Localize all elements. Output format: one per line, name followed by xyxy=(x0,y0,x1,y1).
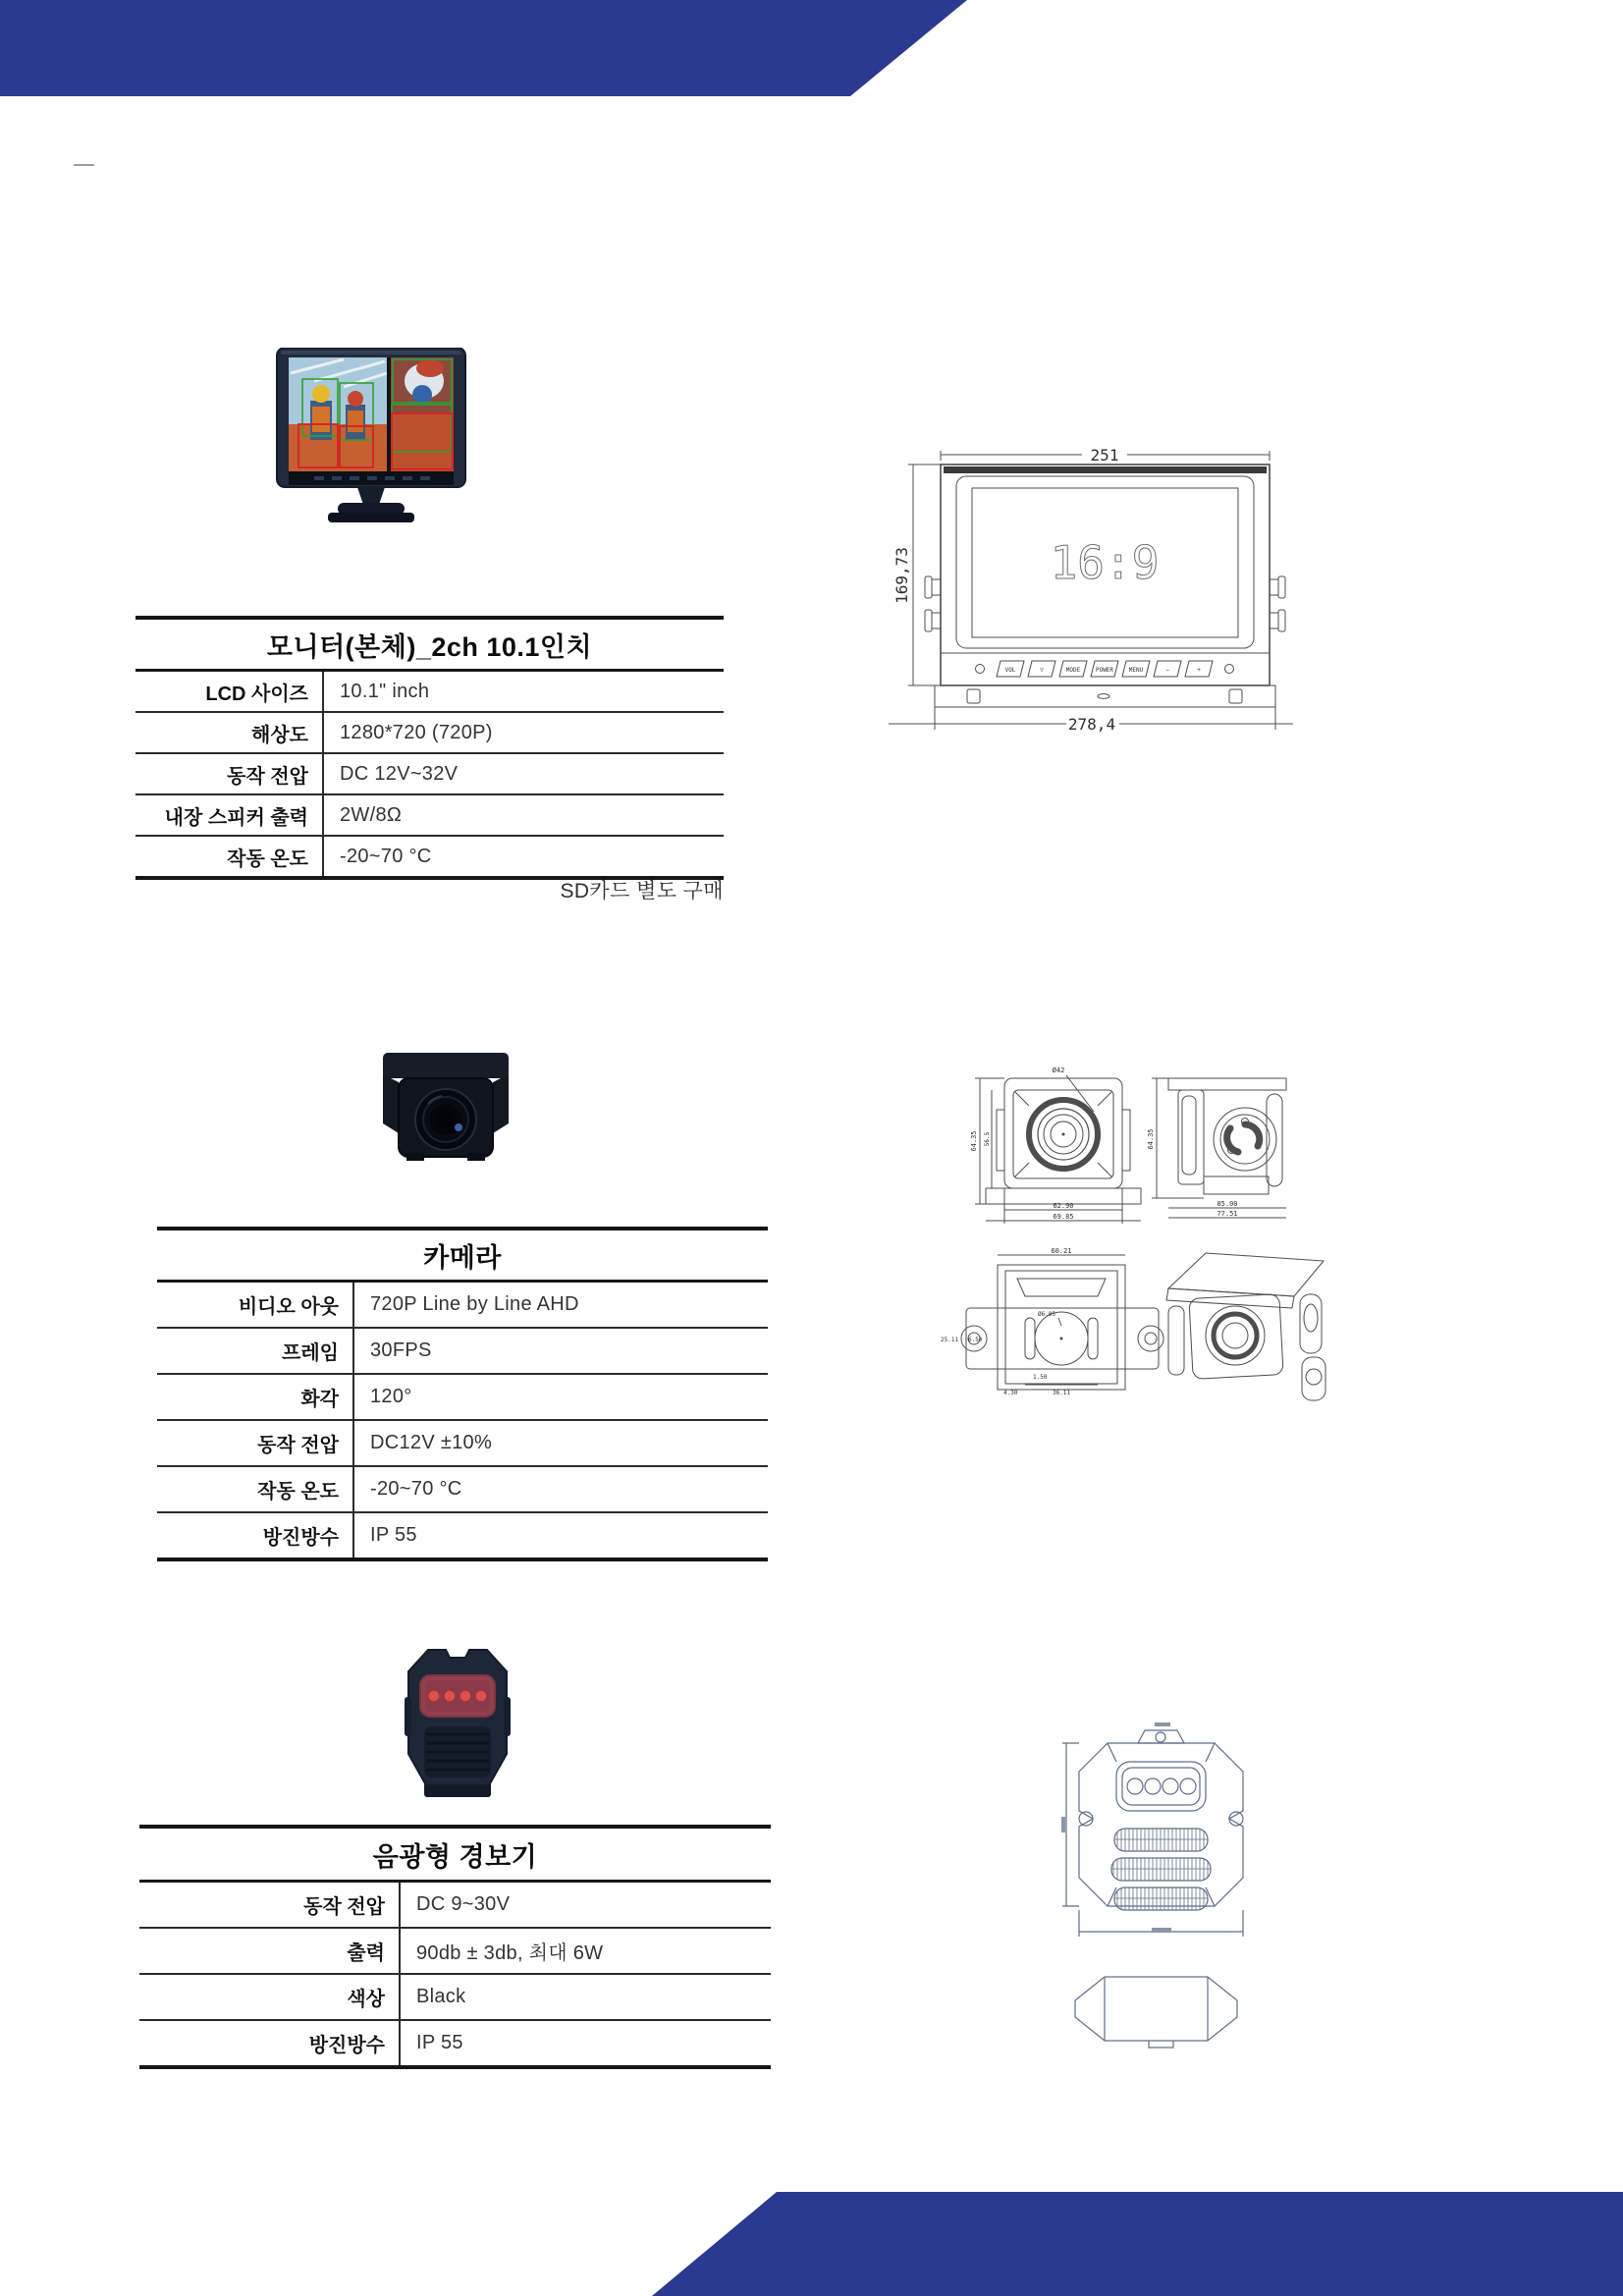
dim-width-label: 251 xyxy=(1090,447,1119,465)
alarm-table-title: 음광형 경보기 xyxy=(139,1829,771,1883)
svg-text:4.30: 4.30 xyxy=(1003,1390,1018,1396)
camera-table-title: 카메라 xyxy=(157,1230,768,1283)
spec-row xyxy=(135,672,724,711)
svg-text:36.11: 36.11 xyxy=(1052,1390,1071,1396)
spec-row xyxy=(139,2019,771,2065)
spec-label: 방진방수 xyxy=(139,2021,401,2065)
svg-text:56.5: 56.5 xyxy=(984,1131,991,1147)
spec-label: 비디오 아웃 xyxy=(157,1283,354,1327)
spec-value: IP 55 xyxy=(370,1524,417,1546)
svg-text:60.21: 60.21 xyxy=(1051,1247,1072,1255)
spec-row xyxy=(139,1927,771,1973)
svg-text:25.11: 25.11 xyxy=(941,1337,959,1343)
spec-row xyxy=(135,752,724,793)
spec-value: 1280*720 (720P) xyxy=(340,721,493,743)
spec-row xyxy=(135,835,724,876)
spec-label: 색상 xyxy=(139,1975,401,2019)
monitor-table-title: 모니터(본체)_2ch 10.1인치 xyxy=(135,620,724,672)
spec-label: 동작 전압 xyxy=(139,1883,401,1927)
spec-value: 30FPS xyxy=(370,1339,432,1361)
monitor-spec-table xyxy=(135,616,724,880)
spec-label: 방진방수 xyxy=(157,1513,354,1558)
monitor-screen-left-view xyxy=(289,357,387,471)
spec-value: -20~70 °C xyxy=(340,845,432,867)
svg-text:85.00: 85.00 xyxy=(1217,1200,1238,1208)
spec-value: 90db ± 3db, 최대 6W xyxy=(416,1942,604,1964)
top-banner xyxy=(0,0,982,96)
stray-mark xyxy=(74,164,94,166)
sd-card-note: SD카드 별도 구매 xyxy=(560,880,724,902)
svg-text:62.90: 62.90 xyxy=(1053,1202,1074,1210)
spec-value: IP 55 xyxy=(416,2032,463,2053)
spec-row xyxy=(157,1419,768,1465)
camera-spec-table xyxy=(157,1227,768,1561)
svg-text:Ø6.05: Ø6.05 xyxy=(1037,1311,1056,1318)
monitor-product-photo xyxy=(275,348,467,526)
svg-text:VOL: VOL xyxy=(1004,667,1016,674)
svg-text:MODE: MODE xyxy=(1065,667,1081,674)
spec-label: 프레임 xyxy=(157,1329,354,1373)
spec-value: Black xyxy=(416,1986,466,2007)
svg-text:1.50: 1.50 xyxy=(1033,1374,1048,1381)
alarm-spec-table xyxy=(139,1825,771,2069)
spec-value: -20~70 °C xyxy=(370,1478,462,1500)
spec-row xyxy=(157,1283,768,1327)
spec-row xyxy=(157,1511,768,1558)
bottom-banner xyxy=(589,2192,1623,2296)
spec-value: 10.1" inch xyxy=(340,680,430,702)
svg-text:Ø42: Ø42 xyxy=(1052,1066,1065,1074)
monitor-screen-right-view xyxy=(391,357,454,471)
spec-value: DC 12V~32V xyxy=(340,762,459,785)
spec-label: 동작 전압 xyxy=(135,754,324,793)
spec-label: 작동 온도 xyxy=(135,837,324,876)
alarm-dimension-drawing xyxy=(1060,1721,1262,2059)
svg-text:77.51: 77.51 xyxy=(1217,1210,1238,1218)
spec-label: 작동 온도 xyxy=(157,1467,354,1511)
spec-label: LCD 사이즈 xyxy=(135,672,324,711)
svg-text:64.35: 64.35 xyxy=(1147,1128,1155,1150)
spec-value: 720P Line by Line AHD xyxy=(370,1293,579,1315)
svg-text:+: + xyxy=(1197,667,1201,674)
dim-base-width-label: 278,4 xyxy=(1067,715,1116,734)
spec-value: DC12V ±10% xyxy=(370,1432,493,1453)
spec-row xyxy=(157,1327,768,1373)
camera-product-photo xyxy=(377,1039,514,1165)
svg-text:69.85: 69.85 xyxy=(1053,1213,1074,1221)
svg-text:MENU: MENU xyxy=(1128,667,1144,674)
spec-value: 120° xyxy=(370,1386,412,1407)
spec-row xyxy=(157,1465,768,1511)
spec-label: 해상도 xyxy=(135,713,324,752)
camera-dimension-drawing xyxy=(911,1061,1328,1404)
svg-text:6.50: 6.50 xyxy=(968,1337,983,1343)
aspect-ratio-label: 16:9 xyxy=(1050,536,1160,589)
svg-text:▽: ▽ xyxy=(1040,667,1044,674)
dim-height-label: 169,73 xyxy=(893,547,911,604)
spec-row xyxy=(135,793,724,835)
spec-label: 동작 전압 xyxy=(157,1421,354,1465)
svg-text:POWER: POWER xyxy=(1095,667,1114,674)
spec-row xyxy=(135,711,724,752)
spec-row xyxy=(157,1373,768,1419)
spec-row xyxy=(139,1973,771,2019)
svg-text:−: − xyxy=(1165,667,1169,674)
spec-label: 화각 xyxy=(157,1375,354,1419)
monitor-dimension-drawing xyxy=(884,447,1296,737)
spec-row xyxy=(139,1883,771,1927)
spec-label: 출력 xyxy=(139,1929,401,1973)
spec-label: 내장 스피커 출력 xyxy=(135,795,324,835)
alarm-product-photo xyxy=(395,1638,520,1800)
spec-value: DC 9~30V xyxy=(416,1893,511,1915)
spec-value: 2W/8Ω xyxy=(340,803,403,826)
svg-text:64.35: 64.35 xyxy=(970,1130,978,1152)
